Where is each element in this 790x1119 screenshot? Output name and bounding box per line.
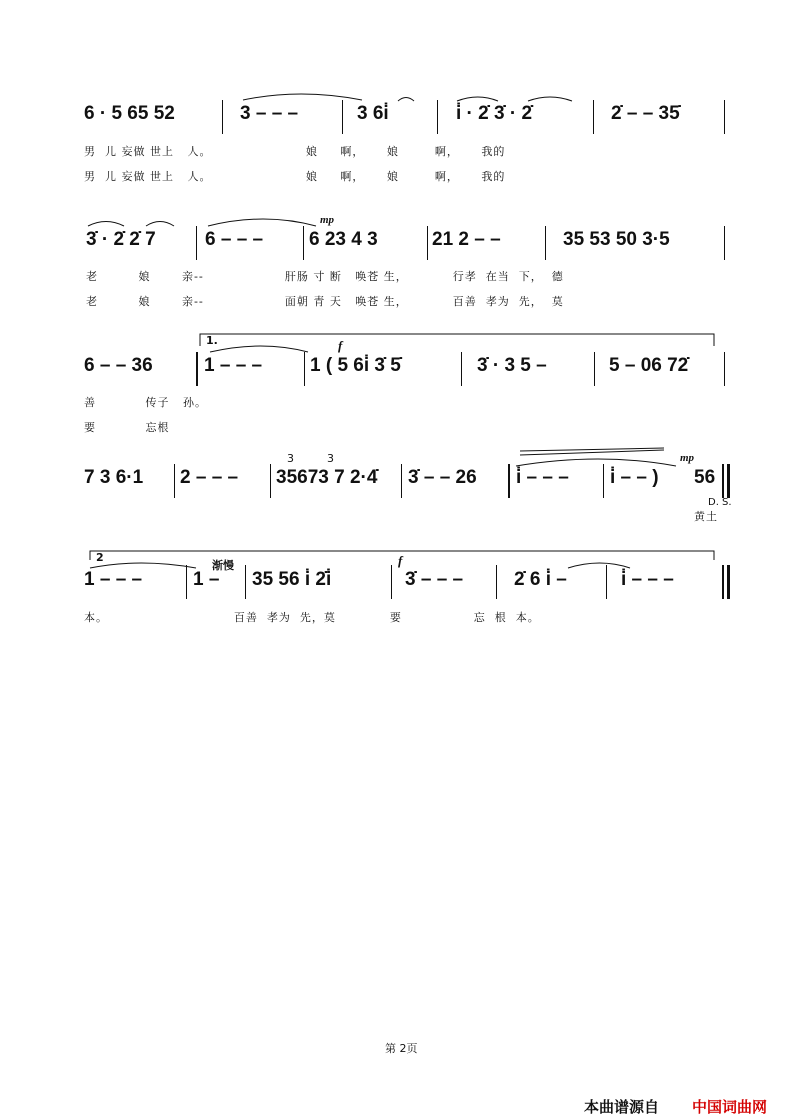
measure-3-2: 1 – – – bbox=[204, 355, 263, 376]
measure-3-1: 6 – – 36 bbox=[84, 355, 153, 376]
barline bbox=[724, 100, 725, 134]
barline bbox=[342, 100, 343, 134]
barline bbox=[437, 100, 438, 134]
ds-marking: D. S. bbox=[708, 497, 732, 508]
lyric-line: 老 娘 亲-- 肝肠 寸 断 唤苍 生， 行孝 在当 下， 德 bbox=[86, 270, 564, 283]
volta-2-label: 2 bbox=[96, 551, 104, 564]
triplet-mark: 3 bbox=[287, 452, 294, 465]
barline bbox=[391, 565, 392, 599]
barline bbox=[186, 565, 187, 599]
measure-4-3: 35673 7 2·4̇ bbox=[276, 467, 378, 488]
barline bbox=[496, 565, 497, 599]
source-credit: 本曲谱源自 bbox=[584, 1098, 660, 1116]
barline bbox=[222, 100, 223, 134]
barline bbox=[724, 226, 725, 260]
measure-4-5: i̇ – – – bbox=[516, 467, 569, 488]
measure-5-6: i̇ – – – bbox=[621, 569, 674, 590]
barline bbox=[593, 100, 594, 134]
final-barline bbox=[727, 565, 730, 599]
lyric-line: 老 娘 亲-- 面朝 青 天 唤苍 生， 百善 孝为 先， 莫 bbox=[86, 295, 564, 308]
measure-4-6: i̇ – – ) bbox=[610, 467, 659, 488]
barline bbox=[603, 464, 604, 498]
dynamic-mark: f bbox=[338, 338, 343, 353]
barline bbox=[401, 464, 402, 498]
lyric-line: 男 儿 妄做 世上 人。 娘 啊， 娘 啊， 我的 bbox=[84, 145, 506, 158]
page-number: 第 2页 bbox=[385, 1042, 418, 1055]
barline bbox=[545, 226, 546, 260]
barline bbox=[304, 352, 305, 386]
final-barline bbox=[727, 464, 730, 498]
barline bbox=[174, 464, 175, 498]
barline bbox=[196, 226, 197, 260]
barline bbox=[245, 565, 246, 599]
measure-3-5: 5 – 06 72̇ bbox=[609, 355, 689, 376]
measure-2-2: 6 – – – bbox=[205, 229, 264, 250]
measure-2-1: 3̇ · 2̇ 2̇ 7 bbox=[86, 229, 156, 250]
triplet-mark: 3 bbox=[327, 452, 334, 465]
measure-4-2: 2 – – – bbox=[180, 467, 239, 488]
tempo-marking: 渐慢 bbox=[212, 559, 234, 572]
measure-1-3: 3 6i̇ bbox=[357, 103, 389, 124]
lyric-line: 黄土 bbox=[694, 510, 718, 523]
barline bbox=[594, 352, 595, 386]
barline bbox=[606, 565, 607, 599]
measure-2-4: 21 2 – – bbox=[432, 229, 501, 250]
measure-2-3: 6 23 4 3 bbox=[309, 229, 378, 250]
lyric-line: 要 忘根 bbox=[84, 421, 170, 434]
barline bbox=[508, 464, 510, 498]
lyric-line: 善 传子 孙。 bbox=[84, 396, 207, 409]
measure-5-2: 1 – bbox=[193, 569, 220, 590]
measure-4-4: 3̇ – – 26 bbox=[408, 467, 477, 488]
volta-1-label: 1. bbox=[206, 334, 218, 347]
dynamic-mark: mp bbox=[320, 214, 335, 226]
measure-3-4: 3̇ · 3 5 – bbox=[477, 355, 547, 376]
final-barline bbox=[722, 464, 724, 498]
measure-4-pickup: 56 bbox=[694, 467, 716, 488]
barline bbox=[724, 352, 725, 386]
measure-1-2: 3 – – – bbox=[240, 103, 299, 124]
dynamic-mark: f bbox=[398, 553, 403, 568]
lyric-line: 本。 百善 孝为 先，莫 要 忘 根 本。 bbox=[84, 611, 540, 624]
measure-4-1: 7 3 6·1 bbox=[84, 467, 144, 488]
barline bbox=[427, 226, 428, 260]
final-barline bbox=[722, 565, 724, 599]
barline bbox=[461, 352, 462, 386]
barline bbox=[303, 226, 304, 260]
measure-5-5: 2̇ 6 i̇ – bbox=[514, 569, 567, 590]
measure-3-3: 1 ( 5 6i̇ 3̇ 5̇ bbox=[310, 355, 401, 376]
measure-2-5: 35 53 50 3·5 bbox=[563, 229, 670, 250]
dynamic-mark: mp bbox=[680, 452, 695, 464]
lyric-line: 男 儿 妄做 世上 人。 娘 啊， 娘 啊， 我的 bbox=[84, 170, 506, 183]
measure-5-3: 35 56 i̇ 2̇i̇ bbox=[252, 569, 332, 590]
measure-5-1: 1 – – – bbox=[84, 569, 143, 590]
measure-1-4: i̇ · 2̇ 3̇ · 2̇ bbox=[456, 103, 533, 124]
measure-1-1: 6 · 5 65 52 bbox=[84, 103, 175, 124]
barline bbox=[196, 352, 198, 386]
source-site-link[interactable]: 中国词曲网 bbox=[692, 1098, 768, 1116]
barline bbox=[270, 464, 271, 498]
measure-1-5: 2̇ – – 35̇ bbox=[611, 103, 680, 124]
measure-5-4: 3̇ – – – bbox=[405, 569, 464, 590]
